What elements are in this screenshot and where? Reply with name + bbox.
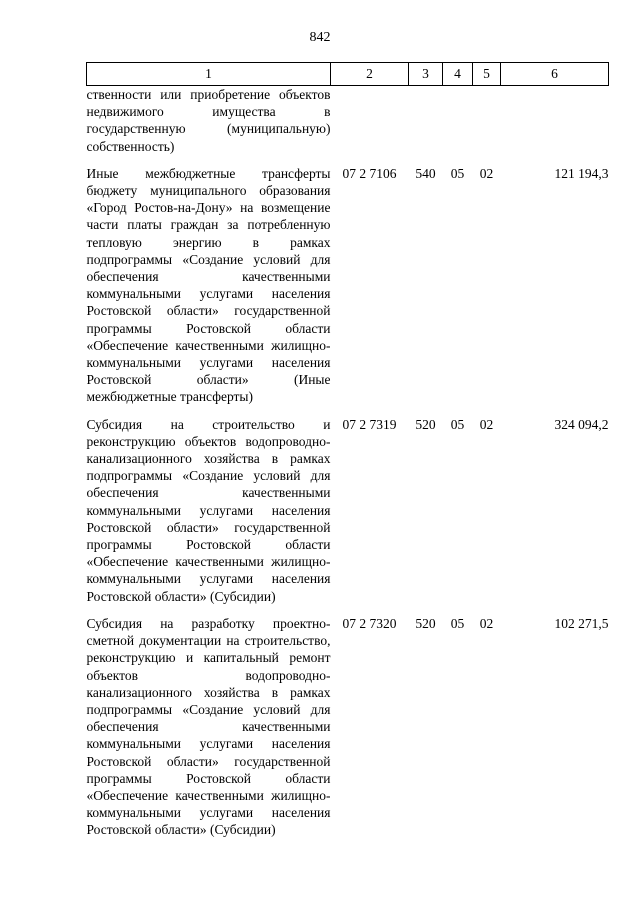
- row-name: Субсидия на разработку проектно-сметной документации на строительство, реконструкцию и капитальный ремонт объектов водопроводно-канализационного хозяйства в рамках подпрограммы «Создание условий для обеспечения качественными коммунальными услугами населения Ростовской области» государственной программы Ростовской области «Обеспечение качественными жилищно-коммунальными услугами населения Ростовской области» (Субсидии): [86, 615, 331, 838]
- row-code: 07 2 7319: [342, 416, 397, 432]
- row-sum: 324 094,2: [554, 416, 609, 432]
- row-pr: 02: [479, 416, 494, 432]
- table-row: [87, 414, 609, 613]
- row-rz: [443, 86, 473, 163]
- header-col-3: 3: [409, 63, 443, 86]
- header-col-5: 5: [473, 63, 501, 86]
- row-code: 07 2 7106: [342, 165, 397, 181]
- header-col-4: 4: [443, 63, 473, 86]
- header-col-2: 2: [331, 63, 409, 86]
- table-row: [87, 613, 609, 847]
- row-sum: 102 271,5: [554, 615, 609, 631]
- row-name: Иные межбюджетные трансферты бюджету муниципального образования «Город Ростов-на-Дону» на возмещение части платы граждан за потребленную тепловую энергию в рамках подпрограммы «Создание условий для обеспечения качественными коммунальными услугами населения Ростовской области» государственной программы Ростовской области «Обеспечение качественными жилищно-коммунальными услугами населения Ростовской области» (Иные межбюджетные трансферты): [86, 165, 331, 405]
- header-row: [87, 63, 609, 86]
- row-pr: 02: [479, 615, 494, 631]
- row-rz: 05: [450, 615, 465, 631]
- header-col-6: 6: [501, 63, 609, 86]
- row-pr: [473, 86, 501, 163]
- page-number: 842: [309, 30, 331, 45]
- row-rz: 05: [450, 416, 465, 432]
- row-vr: 540: [415, 165, 436, 181]
- row-vr: 520: [415, 416, 436, 432]
- row-pr: 02: [479, 165, 494, 181]
- table-row: [87, 86, 609, 163]
- row-vr: 520: [415, 615, 436, 631]
- row-name: Субсидия на строительство и реконструкцию объектов водопроводно-канализационного хозяйства в рамках подпрограммы «Создание условий для обеспечения качественными коммунальными услугами населения Ростовской области» государственной программы Ростовской области «Обеспечение качественными жилищно-коммунальными услугами населения Ростовской области» (Субсидии): [86, 416, 331, 604]
- budget-table: [86, 62, 609, 847]
- table-row: [87, 163, 609, 414]
- row-code: [331, 86, 409, 163]
- header-col-1: 1: [87, 63, 331, 86]
- row-sum: [501, 86, 609, 163]
- row-code: 07 2 7320: [342, 615, 397, 631]
- row-rz: 05: [450, 165, 465, 181]
- row-vr: [409, 86, 443, 163]
- row-sum: 121 194,3: [554, 165, 609, 181]
- row-name: ственности или приобретение объектов недвижимого имущества в государственную (муниципальную) собственность): [86, 87, 331, 154]
